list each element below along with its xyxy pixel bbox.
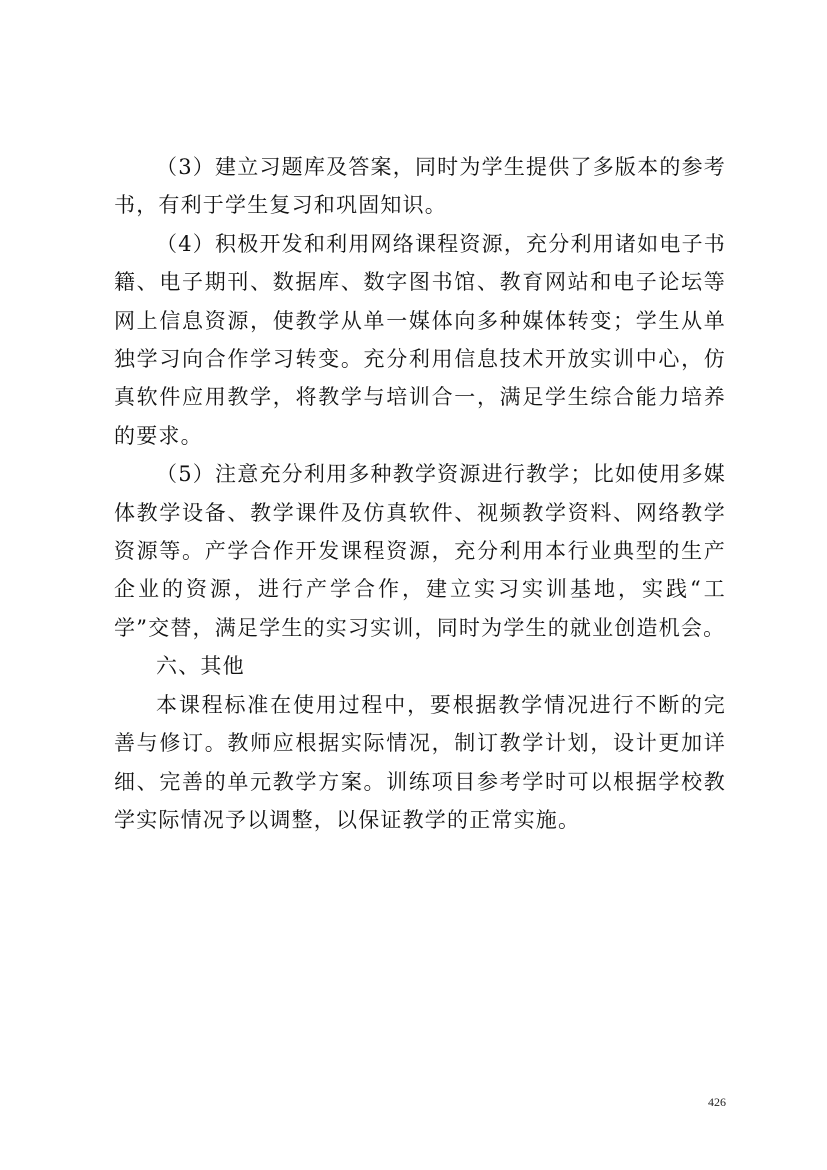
document-body bbox=[114, 148, 726, 839]
paragraph-item-4: （4）积极开发和利用网络课程资源，充分利用诸如电子书籍、电子期刊、数据库、数字图书馆、教育网站和电子论坛等网上信息资源，使教学从单一媒体向多种媒体转变；学生从单独学习向合作学习转变。充分利用信息技术开放实训中心，仿真软件应用教学，将教学与培训合一，满足学生综合能力培养的要求。 bbox=[114, 231, 726, 448]
paragraph-item-5: （5）注意充分利用多种教学资源进行教学；比如使用多媒体教学设备、教学课件及仿真软件、视频教学资料、网络教学资源等。产学合作开发课程资源，充分利用本行业典型的生产企业的资源，进行产学合作，建立实习实训基地，实践“工学”交替，满足学生的实习实训，同时为学生的就业创造机会。 bbox=[114, 462, 726, 640]
paragraph-item-3: （3）建立习题库及答案，同时为学生提供了多版本的参考书，有利于学生复习和巩固知识。 bbox=[114, 155, 726, 218]
page-number: 426 bbox=[708, 1095, 726, 1109]
section-heading: 六、其他 bbox=[156, 654, 245, 679]
closing-paragraph: 本课程标准在使用过程中，要根据教学情况进行不断的完善与修订。教师应根据实际情况，制订教学计划，设计更加详细、完善的单元教学方案。训练项目参考学时可以根据学校教学实际情况予以调整，以保证教学的正常实施。 bbox=[114, 692, 726, 832]
